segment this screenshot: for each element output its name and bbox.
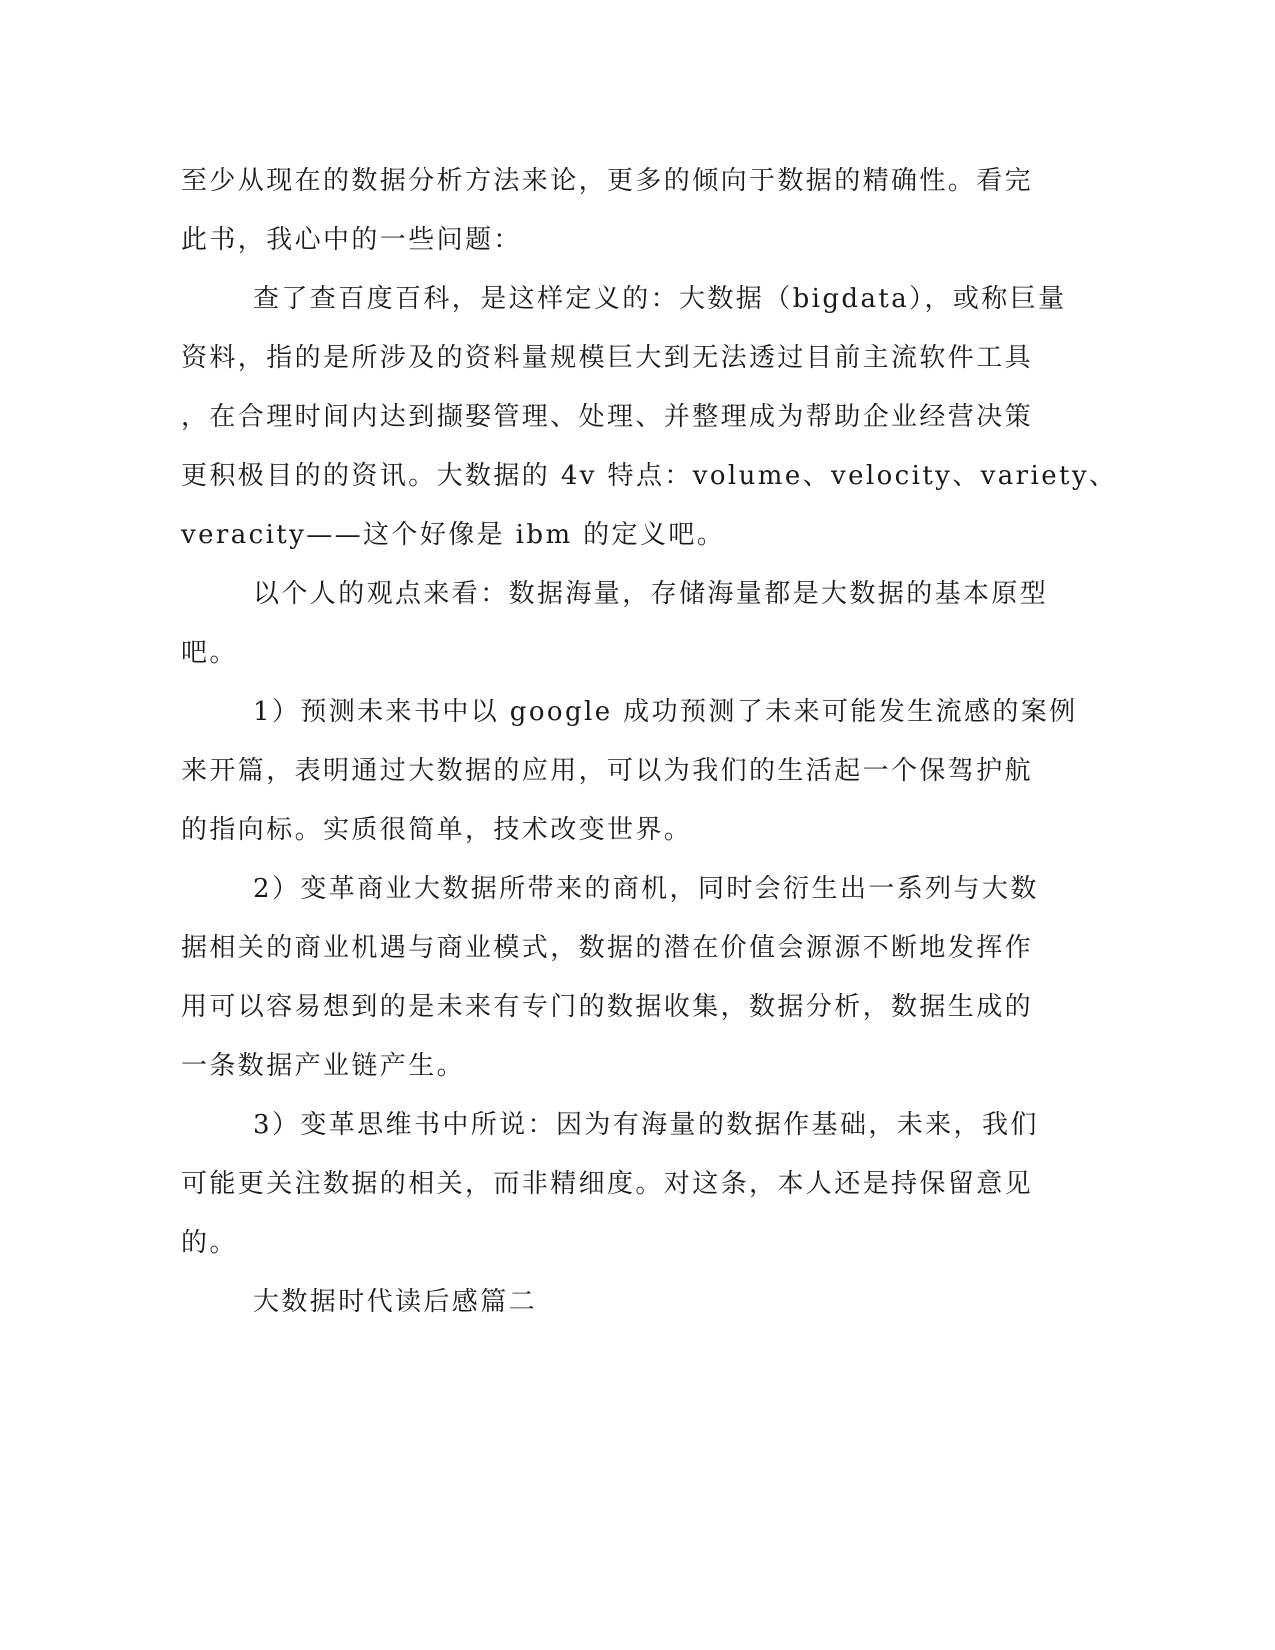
text-line: ，在合理时间内达到撷娶管理、处理、并整理成为帮助企业经营决策 [181,402,1034,432]
text-line: 用可以容易想到的是未来有专门的数据收集，数据分析，数据生成的 [181,992,1034,1022]
text-line: 的。 [181,1228,238,1258]
paragraph-start-line: 查了查百度百科，是这样定义的：大数据（bigdata），或称巨量 [253,284,1067,314]
text-line: 吧。 [181,638,238,668]
paragraph-start-line: 2）变革商业大数据所带来的商机，同时会衍生出一系列与大数 [253,874,1039,904]
section-heading: 大数据时代读后感篇二 [253,1287,538,1317]
text-line: 更积极目的的资讯。大数据的 4v 特点：volume、velocity、variety、 [181,461,1118,491]
text-line: veracity——这个好像是 ibm 的定义吧。 [181,520,726,550]
text-line: 可能更关注数据的相关，而非精细度。对这条，本人还是持保留意见 [181,1169,1034,1199]
text-line: 至少从现在的数据分析方法来论，更多的倾向于数据的精确性。看完 [181,166,1034,196]
paragraph-start-line: 1）预测未来书中以 google 成功预测了未来可能发生流感的案例 [253,697,1078,727]
paragraph-start-line: 以个人的观点来看：数据海量，存储海量都是大数据的基本原型 [253,579,1049,609]
text-line: 资料，指的是所涉及的资料量规模巨大到无法透过目前主流软件工具 [181,343,1034,373]
paragraph-start-line: 3）变革思维书中所说：因为有海量的数据作基础，未来，我们 [253,1110,1039,1140]
text-line: 的指向标。实质很简单，技术改变世界。 [181,815,693,845]
text-line: 来开篇，表明通过大数据的应用，可以为我们的生活起一个保驾护航 [181,756,1034,786]
text-line: 据相关的商业机遇与商业模式，数据的潜在价值会源源不断地发挥作 [181,933,1034,963]
text-line: 此书，我心中的一些问题： [181,225,522,255]
text-line: 一条数据产业链产生。 [181,1051,466,1081]
